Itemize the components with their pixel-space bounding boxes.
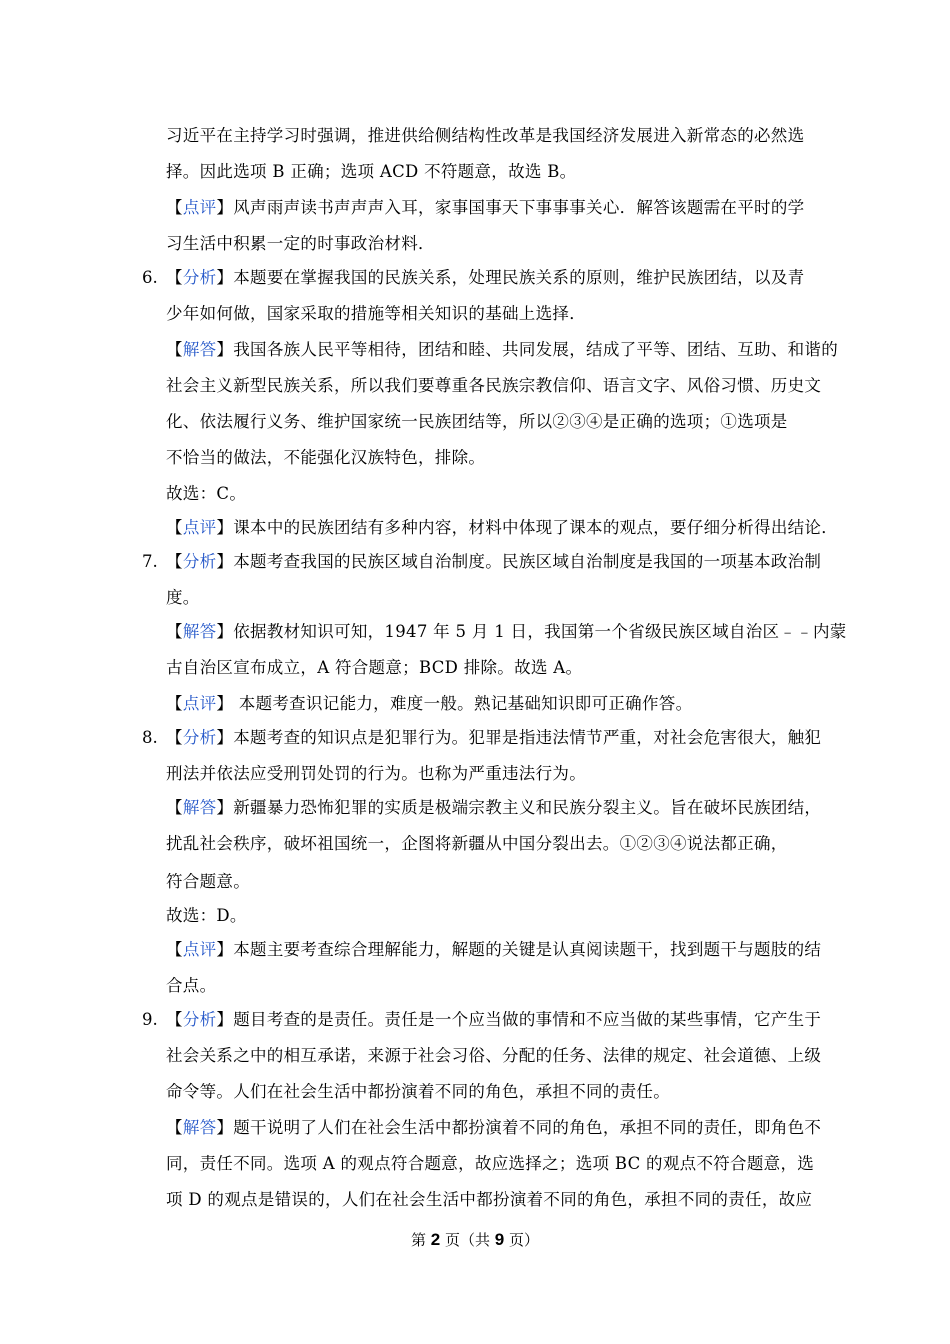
intro-comment-text: 风声雨声读书声声声入耳，家事国事天下事事事关心．解答该题需在平时的学 [233, 198, 805, 217]
q9-answer: 【解答】题干说明了人们在社会生活中都扮演着不同的角色，承担不同的责任，即角色不 [166, 1118, 822, 1137]
q8-answer-line-2: 扰乱社会秩序，破坏祖国统一，企图将新疆从中国分裂出去。①②③④说法都正确， [166, 834, 788, 853]
answer-tag: 解答 [182, 1118, 217, 1137]
q7-analysis-text: 本题考查我国的民族区域自治制度。民族区域自治制度是我国的一项基本政治制 [233, 552, 822, 571]
q6-comment: 【点评】课本中的民族团结有多种内容，材料中体现了课本的观点，要仔细分析得出结论． [166, 518, 839, 537]
q7-comment: 【点评】 本题考查识记能力，难度一般。熟记基础知识即可正确作答。 [166, 694, 693, 713]
question-number-6: 6. [142, 268, 158, 287]
q7-answer: 【解答】依据教材知识可知，1947 年 5 月 1 日，我国第一个省级民族区域自治区﹣﹣内蒙 [166, 622, 847, 641]
q9-analysis-line-2: 社会关系之中的相互承诺，来源于社会习俗、分配的任务、法律的规定、社会道德、上级 [166, 1046, 822, 1065]
question-number-7: 7. [142, 552, 158, 571]
comment-tag: 点评 [182, 198, 217, 217]
q6-answer-choice: 故选：C。 [166, 484, 247, 503]
q8-comment-text: 本题主要考查综合理解能力，解题的关键是认真阅读题干，找到题干与题肢的结 [233, 940, 822, 959]
intro-comment: 【点评】风声雨声读书声声声入耳，家事国事天下事事事关心．解答该题需在平时的学 [166, 198, 805, 217]
analysis-tag: 分析 [182, 728, 217, 747]
q6-analysis-text: 本题要在掌握我国的民族关系，处理民族关系的原则，维护民族团结，以及青 [233, 268, 805, 287]
question-number-8: 8. [142, 728, 158, 747]
page-footer [0, 1230, 950, 1250]
q9-analysis-line-3: 命令等。人们在社会生活中都扮演着不同的角色，承担不同的责任。 [166, 1082, 670, 1101]
intro-line-1: 习近平在主持学习时强调，推进供给侧结构性改革是我国经济发展进入新常态的必然选 [166, 126, 805, 145]
question-number-9: 9. [142, 1010, 158, 1029]
q7-answer-text: 依据教材知识可知，1947 年 5 月 1 日，我国第一个省级民族区域自治区﹣﹣内蒙 [233, 622, 847, 641]
q6-answer: 【解答】我国各族人民平等相待，团结和睦、共同发展，结成了平等、团结、互助、和谐的 [166, 340, 839, 359]
q6-comment-text: 课本中的民族团结有多种内容，材料中体现了课本的观点，要仔细分析得出结论． [233, 518, 839, 537]
analysis-tag: 分析 [182, 1010, 217, 1029]
q8-analysis-text: 本题考查的知识点是犯罪行为。犯罪是指违法情节严重，对社会危害很大，触犯 [233, 728, 822, 747]
q6-answer-line-2: 社会主义新型民族关系，所以我们要尊重各民族宗教信仰、语言文字、风俗习惯、历史文 [166, 376, 822, 395]
analysis-tag: 分析 [182, 268, 217, 287]
q8-answer-line-3: 符合题意。 [166, 872, 250, 891]
q7-analysis-line-2: 度。 [166, 588, 200, 607]
q6-answer-line-3: 化、依法履行义务、维护国家统一民族团结等，所以②③④是正确的选项；①选项是 [166, 412, 788, 431]
footer-prefix: 第 [410, 1231, 431, 1249]
comment-tag: 点评 [182, 694, 217, 713]
q6-answer-text: 我国各族人民平等相待，团结和睦、共同发展，结成了平等、团结、互助、和谐的 [233, 340, 839, 359]
answer-tag: 解答 [182, 622, 217, 641]
q6-answer-line-4: 不恰当的做法，不能强化汉族特色，排除。 [166, 448, 486, 467]
q8-answer: 【解答】新疆暴力恐怖犯罪的实质是极端宗教主义和民族分裂主义。旨在破坏民族团结， [166, 798, 822, 817]
comment-tag: 点评 [182, 518, 217, 537]
q8-comment-line-2: 合点。 [166, 976, 217, 995]
q9-analysis: 【分析】题目考查的是责任。责任是一个应当做的事情和不应当做的某些事情，它产生于 [166, 1010, 822, 1029]
total-pages-number: 9 [494, 1230, 505, 1249]
footer-suffix: 页） [504, 1231, 540, 1249]
q9-answer-text: 题干说明了人们在社会生活中都扮演着不同的角色，承担不同的责任，即角色不 [233, 1118, 822, 1137]
analysis-tag: 分析 [182, 552, 217, 571]
comment-tag: 点评 [182, 940, 217, 959]
q8-analysis: 【分析】本题考查的知识点是犯罪行为。犯罪是指违法情节严重，对社会危害很大，触犯 [166, 728, 822, 747]
footer-middle: 页（共 [440, 1231, 495, 1249]
current-page-number: 2 [430, 1230, 441, 1249]
q9-answer-line-3: 项 D 的观点是错误的，人们在社会生活中都扮演着不同的角色，承担不同的责任，故应 [166, 1190, 813, 1209]
q7-comment-text: 本题考查识记能力，难度一般。熟记基础知识即可正确作答。 [233, 694, 693, 713]
q6-analysis: 【分析】本题要在掌握我国的民族关系，处理民族关系的原则，维护民族团结，以及青 [166, 268, 805, 287]
intro-line-2: 择。因此选项 B 正确；选项 ACD 不符题意，故选 B。 [166, 162, 577, 181]
q8-answer-text: 新疆暴力恐怖犯罪的实质是极端宗教主义和民族分裂主义。旨在破坏民族团结， [233, 798, 822, 817]
q9-answer-line-2: 同，责任不同。选项 A 的观点符合题意，故应选择之；选项 BC 的观点不符合题意，选 [166, 1154, 815, 1173]
answer-tag: 解答 [182, 340, 217, 359]
q7-answer-line-2: 古自治区宣布成立，A 符合题意；BCD 排除。故选 A。 [166, 658, 583, 677]
q7-analysis: 【分析】本题考查我国的民族区域自治制度。民族区域自治制度是我国的一项基本政治制 [166, 552, 822, 571]
q8-comment: 【点评】本题主要考查综合理解能力，解题的关键是认真阅读题干，找到题干与题肢的结 [166, 940, 822, 959]
q9-analysis-text: 题目考查的是责任。责任是一个应当做的事情和不应当做的某些事情，它产生于 [233, 1010, 822, 1029]
q8-analysis-line-2: 刑法并依法应受刑罚处罚的行为。也称为严重违法行为。 [166, 764, 586, 783]
intro-comment-line-2: 习生活中积累一定的时事政治材料． [166, 234, 435, 253]
q8-answer-choice: 故选：D。 [166, 906, 247, 925]
answer-tag: 解答 [182, 798, 217, 817]
q6-analysis-line-2: 少年如何做，国家采取的措施等相关知识的基础上选择． [166, 304, 586, 323]
